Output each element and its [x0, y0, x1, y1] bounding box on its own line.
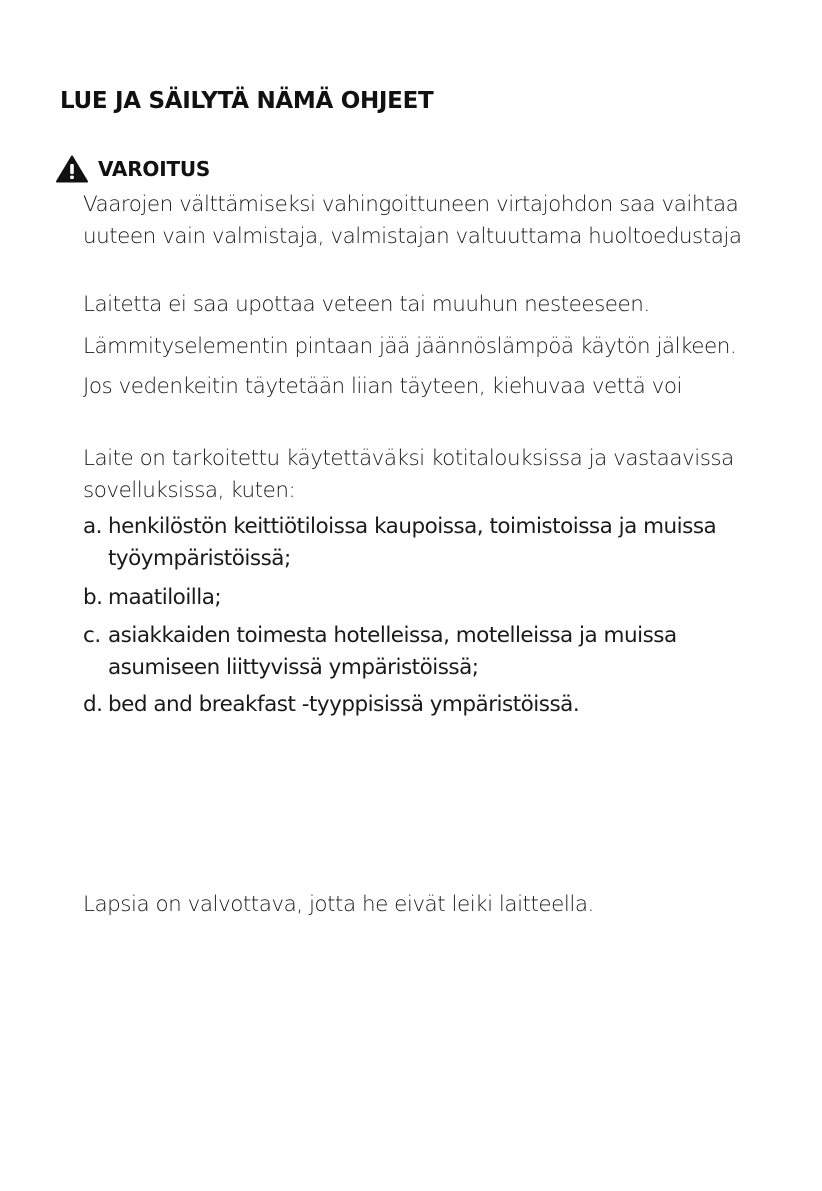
statement-overfill: Jos vedenkeitin täytetään liian täyteen, kiehuvaa vettä voi: [83, 374, 683, 399]
list-item-text: bed and breakfast -tyyppisissä ympäristöissä.: [108, 692, 580, 717]
warning-paragraph-line: Vaarojen välttämiseksi vahingoittuneen virtajohdon saa vaihtaa: [83, 192, 739, 217]
list-item-a: [83, 511, 773, 575]
list-item-text: henkilöstön keittiötiloissa kaupoissa, toimistoissa ja muissa työympäristöissä;: [108, 514, 717, 571]
intended-use-intro-line: sovelluksissa, kuten:: [83, 478, 296, 503]
list-item-text: maatiloilla;: [108, 585, 222, 610]
list-marker: a.: [83, 514, 103, 539]
intended-use-intro-line: Laite on tarkoitettu käytettäväksi kotitalouksissa ja vastaavissa: [83, 446, 734, 471]
intended-use-intro: [83, 443, 773, 507]
warning-paragraph: [83, 189, 773, 253]
warning-paragraph-line: uuteen vain valmistaja, valmistajan valtuuttama huoltoedustaja: [83, 224, 742, 249]
list-item-b: [83, 582, 773, 614]
list-marker: b.: [83, 585, 103, 610]
list-item-text: asiakkaiden toimesta hotelleissa, motelleissa ja muissa asumiseen liittyvissä ympäristöissä;: [108, 623, 677, 680]
list-item-d: [83, 689, 773, 721]
list-marker: c.: [83, 623, 101, 648]
warning-label: VAROITUS: [98, 157, 211, 181]
warning-heading: [56, 155, 210, 183]
children-note: Lapsia on valvottava, jotta he eivät leiki laitteella.: [83, 892, 594, 917]
list-item-c: [83, 620, 773, 684]
statement-immersion: Laitetta ei saa upottaa veteen tai muuhun nesteeseen.: [83, 292, 650, 317]
page-title: LUE JA SÄILYTÄ NÄMÄ OHJEET: [60, 88, 434, 114]
statement-residual-heat: Lämmityselementin pintaan jää jäännöslämpöä käytön jälkeen.: [83, 334, 737, 359]
list-marker: d.: [83, 692, 103, 717]
warning-triangle-icon: [56, 155, 88, 183]
